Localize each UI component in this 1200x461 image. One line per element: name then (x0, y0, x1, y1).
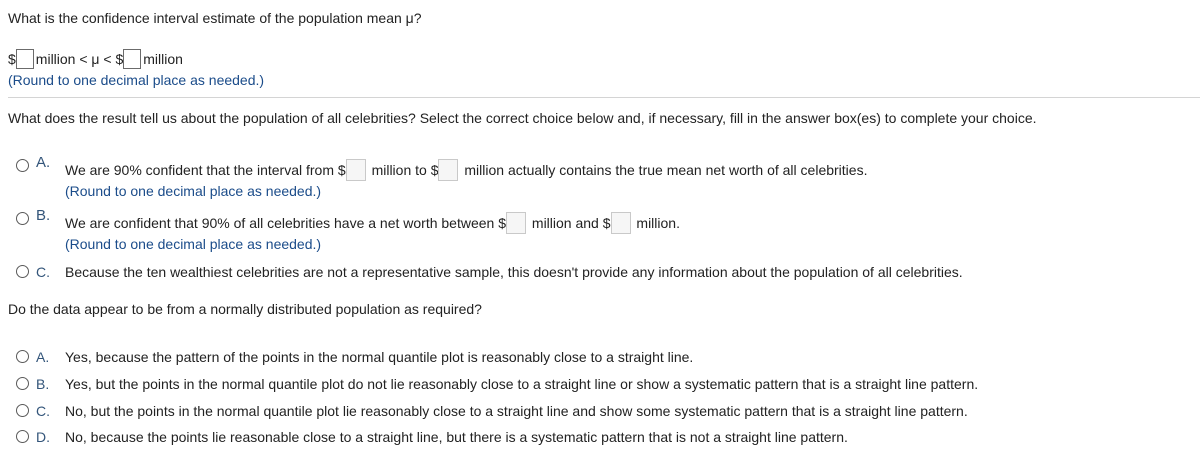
option-text: We are confident that 90% of all celebrities have a net worth between $ (65, 215, 507, 231)
option-text: million and $ (531, 215, 611, 231)
option-text: million to $ (371, 162, 439, 178)
option-q2-b[interactable] (65, 212, 680, 234)
radio-q3-a[interactable] (16, 350, 29, 363)
radio-q2-b[interactable] (16, 212, 29, 225)
question-normality: Do the data appear to be from a normally distributed population as required? (8, 301, 482, 317)
radio-q3-c[interactable] (16, 404, 29, 417)
option-q3-d[interactable]: No, because the points lie reasonable close to a straight line, but there is a systematic pattern that is not a straight line pattern. (65, 429, 848, 445)
ci-answer-row (8, 49, 183, 69)
divider (8, 97, 1200, 98)
option-b-upper-input[interactable] (611, 212, 631, 234)
option-q3-c[interactable]: No, but the points in the normal quantile plot lie reasonably close to a straight line and show some systematic pattern that is a straight line pattern. (65, 403, 968, 419)
round-hint: (Round to one decimal place as needed.) (65, 183, 322, 199)
option-letter: A. (36, 154, 51, 171)
option-b-lower-input[interactable] (506, 212, 526, 234)
option-a-lower-input[interactable] (346, 159, 366, 181)
option-text: million. (636, 215, 680, 231)
option-letter: B. (36, 376, 50, 392)
option-letter: D. (36, 429, 50, 445)
option-letter: A. (36, 349, 50, 365)
radio-q3-b[interactable] (16, 377, 29, 390)
option-text: We are 90% confident that the interval from $ (65, 162, 346, 178)
radio-q2-a[interactable] (16, 159, 29, 172)
lower-bound-input[interactable] (16, 49, 34, 69)
option-a-upper-input[interactable] (438, 159, 458, 181)
question-ci-estimate: What is the confidence interval estimate of the population mean μ? (8, 10, 422, 26)
option-q2-a[interactable] (65, 159, 867, 181)
radio-q3-d[interactable] (16, 430, 29, 443)
upper-tail-text: million (143, 51, 183, 67)
round-hint: (Round to one decimal place as needed.) (65, 236, 322, 252)
upper-bound-input[interactable] (123, 49, 141, 69)
radio-q2-c[interactable] (16, 265, 29, 278)
option-q3-b[interactable]: Yes, but the points in the normal quantile plot do not lie reasonably close to a straight line or show a systematic pattern that is a straight line pattern. (65, 376, 979, 392)
option-q3-a[interactable]: Yes, because the pattern of the points in the normal quantile plot is reasonably close to a straight line. (65, 349, 694, 365)
dollar-sign: $ (8, 51, 16, 67)
lower-mid-text: million < μ < $ (35, 51, 124, 67)
question-population-meaning: What does the result tell us about the population of all celebrities? Select the correct choice below and, if necessary, fill in the answer box(es) to complete your choice. (8, 110, 1037, 126)
option-letter: C. (36, 264, 50, 280)
option-letter: C. (36, 403, 50, 419)
option-q2-c[interactable]: Because the ten wealthiest celebrities are not a representative sample, this doesn't provide any information about the population of all celebrities. (65, 264, 963, 280)
round-hint: (Round to one decimal place as needed.) (8, 72, 265, 88)
option-text: million actually contains the true mean net worth of all celebrities. (464, 162, 868, 178)
option-letter: B. (36, 207, 51, 224)
